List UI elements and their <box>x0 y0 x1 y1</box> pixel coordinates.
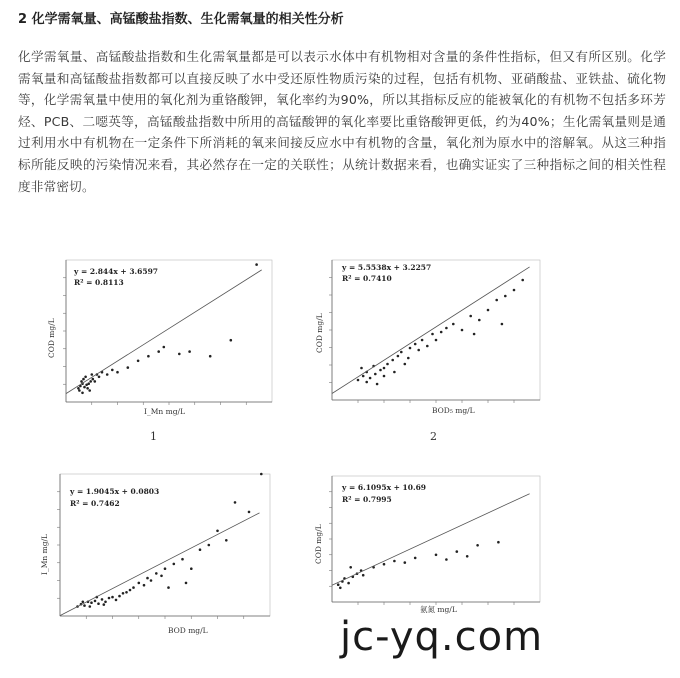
data-point <box>414 343 417 346</box>
chart-1-trendline <box>66 270 262 394</box>
data-point <box>260 473 263 476</box>
data-point <box>383 375 386 378</box>
scatter-chart-4 <box>312 474 544 614</box>
data-point <box>111 596 114 599</box>
data-point <box>164 567 167 570</box>
data-point <box>452 323 455 326</box>
chart-2-trendline <box>332 267 530 394</box>
data-point <box>357 379 360 382</box>
data-point <box>209 355 212 358</box>
data-point <box>81 392 84 395</box>
data-point <box>393 371 396 374</box>
data-point <box>150 579 153 582</box>
body-paragraph: 化学需氧量、高锰酸盐指数和生化需氧量都是可以表示水体中有机物相对含量的条件性指标，但又有所区别。化学需氧量和高锰酸盐指数都可以直接反映了水中受还原性物质污染的过程，包括有机物、亚硝酸盐、亚铁盐、硫化物等，化学需氧量中使用的氧化剂为重铬酸钾，氧化率约为90%，所以其指标反应的能被氧化的有机物不包括多环芳烃、PCB、二噁英等，高锰酸盐指数中所用的高锰酸钾的氧化率要比重铬酸钾更低，约为40%；生化需氧量则是通过利用水中有机物在一定条件下所消耗的氧来间接反应水中有机物的含量，氧化剂为原水中的溶解氧。从这三种指标所能反映的污染情况来看，其必然存在一定的关联性；从统计数据来看，也确实证实了三种指标之间的相关性程度非常密切。 <box>18 49 666 194</box>
chart-4-ticks <box>329 492 514 605</box>
data-point <box>414 557 417 560</box>
data-point <box>106 373 109 376</box>
section-heading: 2 化学需氧量、高锰酸盐指数、生化需氧量的相关性分析 <box>18 12 344 27</box>
data-point <box>185 582 188 585</box>
data-point <box>78 389 81 392</box>
data-point <box>89 380 92 383</box>
data-point <box>369 377 372 380</box>
data-point <box>456 550 459 553</box>
chart-1-equation: y = 2.844x + 3.6597 <box>74 267 159 276</box>
data-point <box>146 577 149 580</box>
chart-3-ticks <box>57 492 244 619</box>
data-point <box>409 347 412 350</box>
chart-1-ylabel: COD mg/L <box>47 318 56 358</box>
data-point <box>216 530 219 533</box>
data-point <box>495 299 498 302</box>
chart-1-svg <box>44 258 276 420</box>
data-point <box>513 289 516 292</box>
data-point <box>347 582 350 585</box>
data-point <box>87 382 90 385</box>
data-point <box>173 563 176 566</box>
data-point <box>137 360 140 363</box>
data-point <box>386 363 389 366</box>
data-point <box>362 375 365 378</box>
data-point <box>91 373 94 376</box>
data-point <box>461 329 464 332</box>
data-point <box>92 378 95 381</box>
data-point <box>521 279 524 282</box>
chart-4-r2: R² = 0.7995 <box>342 495 392 504</box>
chart-4-equation: y = 6.1095x + 10.69 <box>342 483 427 492</box>
data-point <box>362 574 365 577</box>
site-watermark: jc-yq.com <box>340 614 544 660</box>
data-point <box>234 501 237 504</box>
data-point <box>155 572 158 575</box>
data-point <box>83 386 86 389</box>
chart-4-points <box>337 541 500 589</box>
scatter-chart-1 <box>44 258 276 420</box>
data-point <box>129 589 132 592</box>
data-point <box>440 331 443 334</box>
data-point <box>160 575 163 578</box>
data-point <box>82 378 85 381</box>
data-point <box>248 511 251 514</box>
data-point <box>383 563 386 566</box>
data-point <box>147 355 150 358</box>
data-point <box>435 554 438 557</box>
data-point <box>157 350 160 353</box>
data-point <box>391 359 394 362</box>
data-point <box>188 350 191 353</box>
data-point <box>94 600 97 603</box>
data-point <box>365 381 368 384</box>
data-point <box>476 544 479 547</box>
chart-3-equation: y = 1.9045x + 0.0803 <box>70 487 160 496</box>
data-point <box>208 544 211 547</box>
chart-3-r2: R² = 0.7462 <box>70 499 120 508</box>
data-point <box>487 309 490 312</box>
data-point <box>101 598 104 601</box>
data-point <box>404 363 407 366</box>
data-point <box>255 263 258 266</box>
chart-3-svg <box>38 470 274 640</box>
data-point <box>108 597 111 600</box>
data-point <box>199 548 202 551</box>
data-point <box>89 605 92 608</box>
data-point <box>478 319 481 322</box>
data-point <box>98 376 101 379</box>
data-point <box>337 583 340 586</box>
data-point <box>167 586 170 589</box>
data-point <box>383 367 386 370</box>
data-point <box>82 601 85 604</box>
data-point <box>116 371 119 374</box>
data-point <box>97 602 100 605</box>
data-point <box>163 346 166 349</box>
data-point <box>111 369 114 372</box>
data-point <box>445 327 448 330</box>
chart-4-ylabel: COD mg/L <box>314 524 323 564</box>
data-point <box>339 587 342 590</box>
chart-3-ylabel: I_Mn mg/L <box>40 533 49 575</box>
data-point <box>497 541 500 544</box>
scatter-chart-3 <box>38 470 274 640</box>
chart-2-svg <box>312 258 544 420</box>
chart-2-xlabel: BOD₅ mg/L <box>432 406 475 415</box>
data-point <box>181 558 184 561</box>
data-point <box>393 560 396 563</box>
chart-2-ylabel: COD mg/L <box>315 313 324 353</box>
data-point <box>397 355 400 358</box>
data-point <box>122 592 125 595</box>
data-point <box>435 339 438 342</box>
data-point <box>84 376 87 379</box>
chart-4-svg <box>312 474 544 614</box>
chart-2-points <box>357 279 524 386</box>
chart-4-xlabel: 氨氮 mg/L <box>420 605 457 614</box>
data-point <box>469 315 472 318</box>
data-point <box>125 591 128 594</box>
data-point <box>426 345 429 348</box>
data-point <box>501 323 504 326</box>
data-point <box>431 333 434 336</box>
data-point <box>374 373 377 376</box>
data-point <box>103 603 106 606</box>
data-point <box>360 367 363 370</box>
data-point <box>466 555 469 558</box>
chart-1-r2: R² = 0.8113 <box>74 278 124 287</box>
data-point <box>127 366 130 369</box>
panel-label-2: 2 <box>430 430 437 443</box>
data-point <box>115 599 118 602</box>
data-point <box>83 604 86 607</box>
chart-2-r2: R² = 0.7410 <box>342 274 392 283</box>
data-point <box>132 586 135 589</box>
data-point <box>400 351 403 354</box>
chart-2-equation: y = 5.5538x + 3.2257 <box>342 263 432 272</box>
data-point <box>190 567 193 570</box>
data-point <box>94 380 97 383</box>
data-point <box>407 357 410 360</box>
chart-3-trendline <box>60 513 260 616</box>
data-point <box>445 558 448 561</box>
data-point <box>473 333 476 336</box>
data-point <box>376 383 379 386</box>
chart-3-xlabel: BOD mg/L <box>168 626 208 635</box>
data-point <box>417 349 420 352</box>
data-point <box>104 601 107 604</box>
data-point <box>118 595 121 598</box>
data-point <box>404 561 407 564</box>
data-point <box>225 539 228 542</box>
data-point <box>86 387 89 390</box>
data-point <box>143 584 146 587</box>
data-point <box>421 339 424 342</box>
data-point <box>349 566 352 569</box>
scatter-chart-2 <box>312 258 544 420</box>
data-point <box>178 353 181 356</box>
chart-4-trendline <box>332 494 530 586</box>
data-point <box>230 339 233 342</box>
panel-label-1: 1 <box>150 430 157 443</box>
data-point <box>88 389 91 392</box>
data-point <box>138 582 141 585</box>
chart-1-xlabel: I_Mn mg/L <box>144 407 186 416</box>
data-point <box>80 380 83 383</box>
data-point <box>504 295 507 298</box>
data-point <box>379 369 382 372</box>
data-point <box>90 601 93 604</box>
